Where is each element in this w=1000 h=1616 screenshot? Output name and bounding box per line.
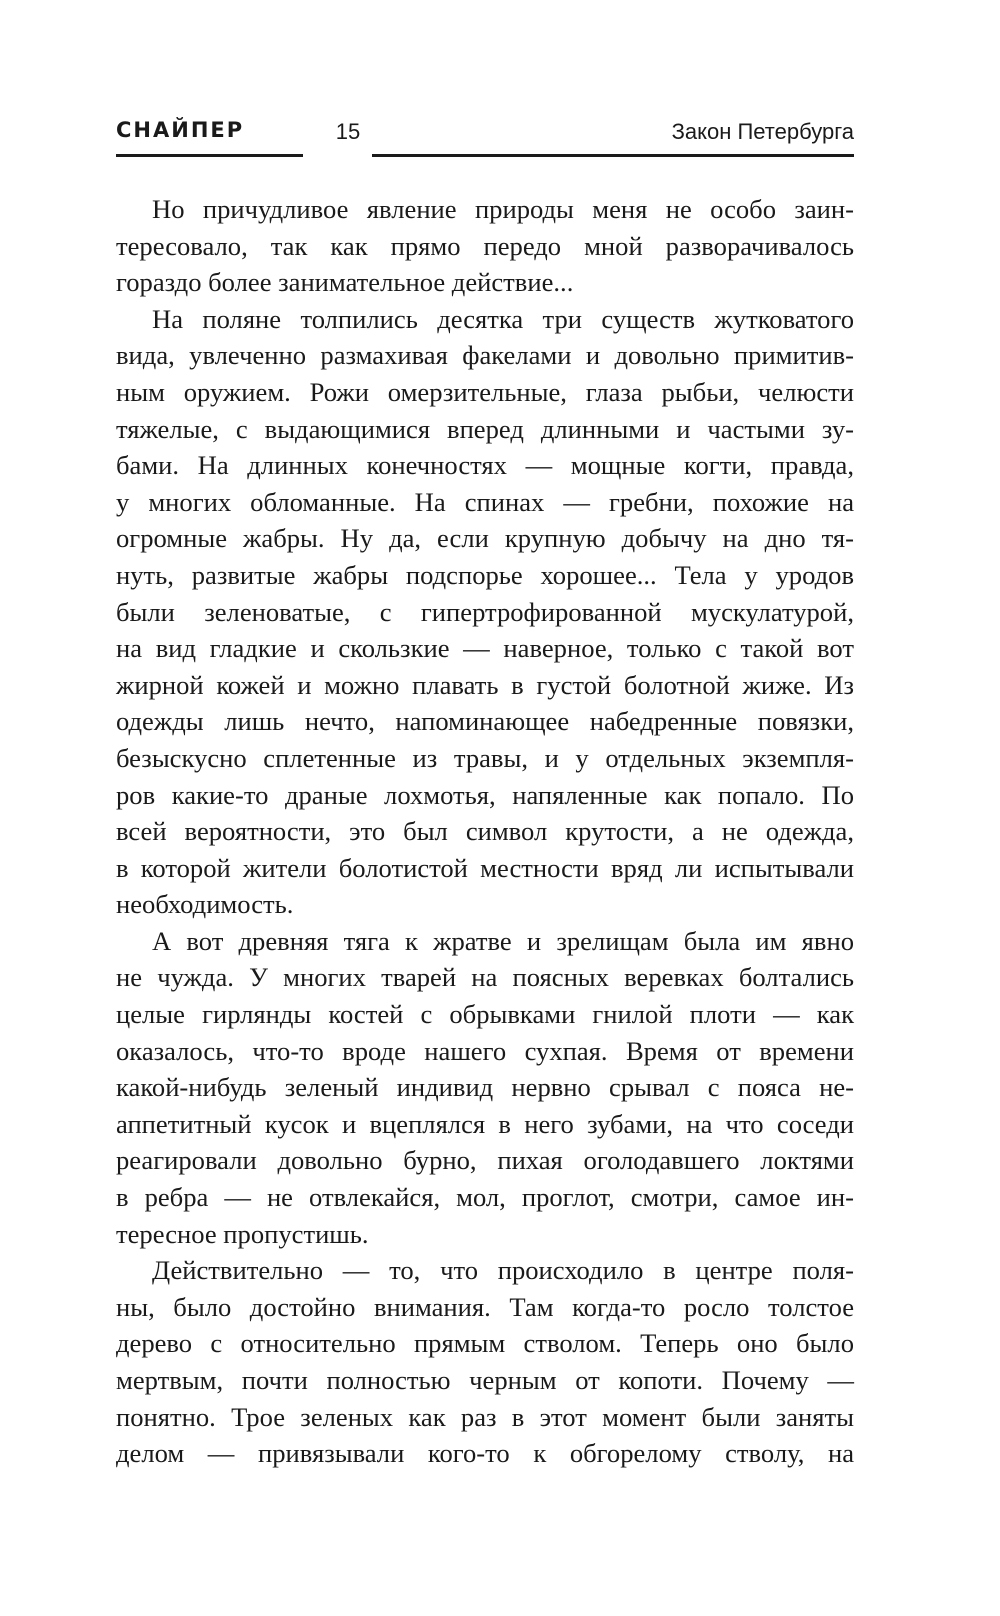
text-line: мертвым, почти полностью черным от копоти. Почему —	[116, 1365, 854, 1395]
text-line: аппетитный кусок и вцеплялся в него зубами, на что соседи	[116, 1108, 854, 1139]
text-line: дерево с относительно прямым стволом. Теперь оно было	[116, 1328, 854, 1359]
text-line: необходимость.	[116, 889, 294, 920]
text-line: были зеленоватые, с гипертрофированной мускулатурой,	[116, 596, 854, 627]
text-line: Но причудливое явление природы меня не особо заин-	[152, 194, 854, 224]
text-line: бами. На длинных конечностях — мощные когти, правда,	[116, 450, 854, 481]
text-line: вида, увлеченно размахивая факелами и довольно примитив-	[116, 340, 854, 371]
header-rule-right	[372, 154, 854, 157]
paragraph	[116, 301, 854, 923]
text-line: тересное пропустишь.	[116, 1218, 369, 1249]
text-line: Действительно — то, что происходило в центре поля-	[152, 1255, 854, 1286]
text-line: не чужда. У многих тварей на поясных веревках болтались	[116, 962, 854, 993]
body-text	[116, 191, 854, 1472]
text-line: безыскусно сплетенные из травы, и у отдельных экземпля-	[116, 742, 854, 773]
text-line: какой-нибудь зеленый индивид нервно срывал с пояса не-	[116, 1072, 854, 1103]
text-line: гораздо более занимательное действие...	[116, 267, 574, 298]
page-number: 15	[335, 119, 361, 144]
text-line: ров какие-то драные лохмотья, напяленные как попало. По	[116, 779, 854, 810]
text-line: ны, было достойно внимания. Там когда-то росло толстое	[116, 1291, 854, 1322]
text-line: в которой жители болотистой местности вряд ли испытывали	[116, 852, 854, 883]
text-line: реагировали довольно бурно, пихая оголодавшего локтями	[116, 1145, 854, 1176]
paragraph	[116, 1252, 854, 1472]
text-line: одежды лишь нечто, напоминающее набедренные повязки,	[116, 706, 854, 737]
text-line: целые гирлянды костей с обрывками гнилой плоти — как	[116, 999, 854, 1030]
text-line: На поляне толпились десятка три существ жутковатого	[152, 303, 854, 334]
text-line: в ребра — не отвлекайся, мол, проглот, смотри, самое ин-	[116, 1182, 854, 1213]
text-line: ным оружием. Рожи омерзительные, глаза рыбьи, челюсти	[116, 376, 854, 407]
text-line: нуть, развитые жабры подспорье хорошее... Тела у уродов	[116, 559, 854, 590]
text-line: тересовало, так как прямо передо мной разворачивалось	[116, 230, 854, 261]
text-line: тяжелые, с выдающимися вперед длинными и частыми зу-	[116, 413, 854, 444]
paragraph	[116, 191, 854, 301]
text-line: делом — привязывали кого-то к обгорелому стволу, на	[116, 1438, 854, 1469]
header-rule-left	[116, 154, 303, 157]
text-line: понятно. Трое зеленых как раз в этот момент были заняты	[116, 1401, 854, 1432]
book-title: Закон Петербурга	[671, 119, 854, 144]
series-name: СНАЙПЕР	[116, 118, 245, 142]
text-line: жирной кожей и можно плавать в густой болотной жиже. Из	[116, 669, 854, 700]
text-line: всей вероятности, это был символ крутости, а не одежда,	[116, 816, 854, 847]
text-line: огромные жабры. Ну да, если крупную добычу на дно тя-	[116, 523, 854, 554]
text-line: оказалось, что-то вроде нашего сухпая. Время от времени	[116, 1035, 854, 1066]
text-line: у многих обломанные. На спинах — гребни, похожие на	[116, 486, 854, 517]
running-header	[116, 118, 854, 158]
text-line: на вид гладкие и скользкие — наверное, только с такой вот	[116, 633, 854, 664]
paragraph	[116, 923, 854, 1252]
text-line: А вот древняя тяга к жратве и зрелищам была им явно	[152, 925, 854, 956]
